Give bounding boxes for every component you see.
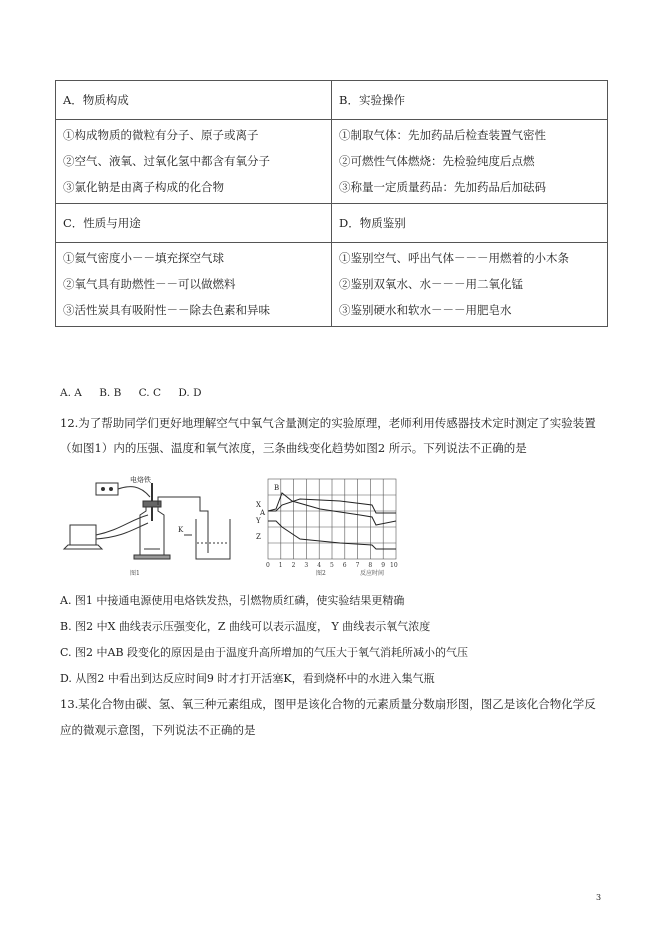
table-item: ③活性炭具有吸附性－－除去色素和异味 — [63, 303, 270, 318]
x-tick: 7 — [355, 562, 360, 569]
table-cell-c — [56, 242, 332, 326]
table-item: ③氯化钠是由离子构成的化合物 — [63, 180, 224, 195]
q12-stem-line2: （如图1）内的压强、温度和氧气浓度，三条曲线变化趋势如图2 所示。下列说法不正确的是 — [60, 441, 527, 455]
x-tick: 2 — [291, 562, 296, 569]
curve-label-y: Y — [256, 517, 261, 525]
q12-figure — [60, 475, 400, 577]
curve-label-x: X — [256, 501, 261, 509]
q11-option-a: A. A — [60, 387, 82, 399]
q12-option-b: B. 图2 中X 曲线表示压强变化，Z 曲线可以表示温度， Y 曲线表示氧气浓度 — [60, 620, 431, 633]
graph-grid — [268, 479, 396, 559]
q13-stem-line1: 13.某化合物由碳、氢、氧三种元素组成，图甲是该化合物的元素质量分数扇形图，图乙是该化合物化学反 — [60, 697, 596, 711]
beaker — [196, 519, 230, 559]
q11-option-d: D. D — [178, 387, 202, 399]
table-header-a: A．物质构成 — [56, 81, 332, 120]
q12-option-c: C. 图2 中AB 段变化的原因是由于温度升高所增加的气压大于氧气消耗所减小的气压 — [60, 646, 469, 659]
q12-stem-line1: 12.为了帮助同学们更好地理解空气中氧气含量测定的实验原理，老师利用传感器技术定时测定了实验装置 — [60, 416, 596, 430]
q12-option-a: A. 图1 中接通电源使用电烙铁发热，引燃物质红磷，使实验结果更精确 — [60, 594, 405, 607]
table-cell-a — [56, 119, 332, 203]
x-tick: 4 — [317, 562, 322, 569]
power-cord — [118, 487, 150, 497]
q11-option-c: C. C — [138, 387, 162, 399]
x-axis-label: 反应时间 — [360, 570, 385, 577]
table-item: ①氦气密度小－－填充探空气球 — [63, 251, 224, 266]
page-number: 3 — [596, 893, 602, 902]
table-item: ①制取气体：先加药品后检查装置气密性 — [339, 128, 546, 143]
fig1-caption: 图1 — [130, 570, 140, 577]
table-header-b: B．实验操作 — [332, 81, 608, 120]
table-header-c: C．性质与用途 — [56, 203, 332, 242]
q11-options — [60, 387, 216, 399]
table-item: ③称量一定质量药品：先加药品后加砝码 — [339, 180, 546, 195]
apparatus-diagram — [64, 483, 230, 559]
table-cell-b — [332, 119, 608, 203]
table-item: ②可燃性气体燃烧：先检验纯度后点燃 — [339, 154, 535, 169]
laptop-base — [64, 545, 102, 549]
table-cell-d — [332, 242, 608, 326]
label-k: K — [178, 526, 184, 534]
table-item: ①构成物质的微粒有分子、原子或离子 — [63, 128, 259, 143]
table-item: ②氧气具有助燃性－－可以做燃料 — [63, 277, 236, 292]
x-ticks — [266, 562, 398, 569]
label-iron: 电烙铁 — [130, 476, 151, 484]
comparison-table — [55, 80, 608, 327]
x-tick: 10 — [390, 562, 398, 569]
x-tick: 1 — [278, 562, 283, 569]
curve-label-a: A — [260, 509, 266, 517]
x-tick: 5 — [330, 562, 334, 569]
curve-label-z: Z — [256, 533, 261, 541]
x-tick: 8 — [368, 562, 373, 569]
table-header-d: D．物质鉴别 — [332, 203, 608, 242]
x-tick: 0 — [266, 562, 270, 569]
fig2-caption: 图2 — [316, 570, 326, 577]
table-item: ③鉴别硬水和软水－－－用肥皂水 — [339, 303, 512, 318]
table-item: ②鉴别双氧水、水－－－用二氧化锰 — [339, 277, 523, 292]
laptop-screen — [70, 525, 96, 545]
q13-stem-line2: 应的微观示意图，下列说法不正确的是 — [60, 723, 256, 737]
x-tick: 9 — [381, 562, 386, 569]
curve-label-b: B — [274, 484, 280, 492]
delivery-tube — [158, 497, 208, 553]
q12-option-d: D. 从图2 中看出到达反应时间9 时才打开活塞K，看到烧杯中的水进入集气瓶 — [60, 672, 435, 685]
x-tick: 3 — [304, 562, 309, 569]
table-item: ②空气、液氧、过氧化氢中都含有氧分子 — [63, 154, 270, 169]
table-item: ①鉴别空气、呼出气体－－－用燃着的小木条 — [339, 251, 569, 266]
stand-base — [134, 555, 170, 559]
x-tick: 6 — [342, 562, 347, 569]
q11-option-b: B. B — [99, 387, 122, 399]
power-socket — [96, 483, 118, 495]
